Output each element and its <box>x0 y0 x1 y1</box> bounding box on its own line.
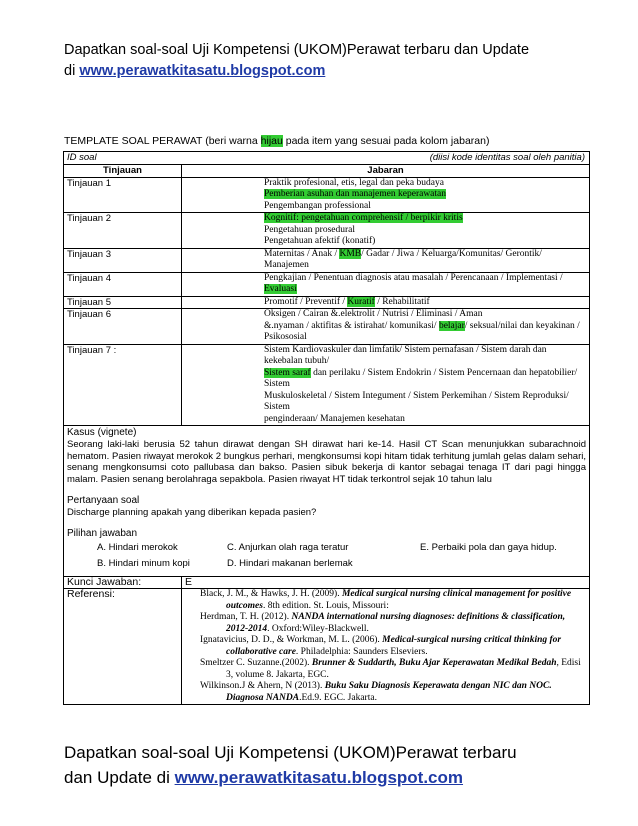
ref-4 <box>200 658 586 681</box>
tinjauan-row-3 <box>64 248 590 272</box>
t2-line-3: Pengetahuan afektif (konatif) <box>264 236 376 246</box>
t6-b: / seksual/nilai dan keyakinan / Psikososial <box>264 320 580 342</box>
tinjauan-row-4 <box>64 272 590 296</box>
ref-2-pub: . Oxford:Wiley-Blackwell. <box>267 623 369 634</box>
ref-5-pub: .Ed.9. EGC. Jakarta. <box>299 692 377 703</box>
question-table <box>63 151 590 705</box>
header-row <box>64 165 590 178</box>
template-prefix: TEMPLATE SOAL PERAWAT <box>64 135 203 147</box>
t5-b: / Rehabilitatif <box>374 296 430 307</box>
header-di: di <box>64 63 80 79</box>
ref-3-title: Medical-surgical nursing critical thinking for collaborative care <box>226 635 562 657</box>
ref-3-pub: . Philadelphia: Saunders Elseviers. <box>295 646 428 657</box>
tinjauan-row-1 <box>64 177 590 213</box>
t3-a: Maternitas / Anak / <box>264 248 340 259</box>
t6-a: &.nyaman / aktifitas & istirahat/ komunikasi/ <box>264 320 439 331</box>
footer <box>64 740 517 790</box>
t2-line-1 <box>264 213 586 225</box>
template-note-highlight: hijau <box>260 135 283 147</box>
referensi-label: Referensi: <box>64 589 182 705</box>
ref-1 <box>200 589 586 612</box>
ref-5-author: Wilkinson.J & Ahern, N (2013). <box>200 681 325 691</box>
footer-line-1: Dapatkan soal-soal Uji Kompetensi (UKOM)Perawat terbaru <box>64 743 517 762</box>
t6-highlight: belajar <box>438 320 465 331</box>
t7-b: dan perilaku / Sistem Endokrin / Sistem Pencernaan dan hepatobilier/ Sistem <box>264 367 578 389</box>
t1-highlight: Pemberian asuhan dan manajemen keperawatan <box>264 189 447 199</box>
id-label: ID soal <box>67 152 97 163</box>
header-link[interactable]: www.perawatkitasatu.blogspot.com <box>79 63 326 79</box>
referensi-list <box>182 589 590 705</box>
choice-e: E. Perbaiki pola dan gaya hidup. <box>420 541 557 553</box>
t6-line-1: Oksigen / Cairan &.elektrolit / Nutrisi / Eliminasi / Aman <box>264 309 483 319</box>
kunci-row <box>64 576 590 589</box>
t2-line-2: Pengetahuan prosedural <box>264 224 356 235</box>
tinjauan-1-label: Tinjauan 1 <box>64 177 182 213</box>
t4-a: Pengkajian / Penentuan diagnosis atau masalah / Perencanaan / Implementasi / <box>264 272 563 283</box>
choices-row-1 <box>67 540 586 556</box>
choice-a: A. Hindari merokok <box>97 541 178 553</box>
footer-prefix: dan Update di <box>64 768 175 787</box>
referensi-row <box>64 589 590 705</box>
t3-b: / Gadar / Jiwa / Keluarga/Komunitas/ Gerontik/ Manajemen <box>264 248 542 270</box>
t7-line-2 <box>264 368 586 391</box>
t1-line-1: Praktik profesional, etis, legal dan peka budaya <box>264 177 444 188</box>
template-title <box>64 135 489 147</box>
kunci-value: E <box>182 576 590 589</box>
id-note: (diisi kode identitas soal oleh panitia) <box>429 152 585 163</box>
t1-line-2 <box>264 189 586 201</box>
tinjauan-row-7 <box>64 344 590 426</box>
kunci-label: Kunci Jawaban: <box>64 576 182 589</box>
tinjauan-6-label: Tinjauan 6 <box>64 309 182 345</box>
t7-line-3: Muskuloskeletal / Sistem Integument / Sistem Perkemihan / Sistem Reproduksi/ Sistem <box>264 390 569 412</box>
t6-line-2 <box>264 321 586 344</box>
tinjauan-5-label: Tinjauan 5 <box>64 296 182 309</box>
tinjauan-row-6 <box>64 309 590 345</box>
kasus-row <box>64 426 590 577</box>
tinjauan-2-label: Tinjauan 2 <box>64 213 182 249</box>
tinjauan-3-label: Tinjauan 3 <box>64 248 182 272</box>
choices-row-2 <box>67 556 586 572</box>
ref-2-title: NANDA international nursing diagnoses: definitions & classification, 2012-2014 <box>226 612 566 634</box>
t1-line-3: Pengembangan professional <box>264 200 371 211</box>
footer-line-2 <box>64 765 517 790</box>
ref-2-author: Herdman, T. H. (2012). <box>200 612 292 622</box>
header-line-1: Dapatkan soal-soal Uji Kompetensi (UKOM)Perawat terbaru dan Update <box>64 42 530 58</box>
tinjauan-4-label: Tinjauan 4 <box>64 272 182 296</box>
kasus-title: Kasus (vignete) <box>67 427 137 438</box>
t3-highlight: KMB <box>339 248 362 259</box>
t4-highlight: Evaluasi <box>264 284 297 294</box>
col-tinjauan: Tinjauan <box>64 165 182 178</box>
kasus-text: Seorang laki-laki berusia 52 tahun dirawat dengan SH dirawat hari ke-14. Hasil CT Scan menunjukkan subarachnoid hematom. Pasien riwayat merokok 2 bungkus perhari, mengkonsumsi kopi hitam tidak terhitung jumlah gelas dalam sehari, senang mengkonsumsi coto pallubasa dan bakso. Pasien sibuk bekerja di kantor sebagai tenaga IT dari pagi hingga malam. Pasien senang berolahraga sepakbola. Pasien riwayat HT tidak terkontrol sejak 10 tahun lalu <box>67 439 586 485</box>
ref-4-author: Smeltzer C. Suzanne.(2002). <box>200 658 312 668</box>
t5-a: Promotif / Preventif / <box>264 296 348 307</box>
t5-highlight: Kuratif <box>347 296 375 307</box>
tinjauan-7-label: Tinjauan 7 : <box>64 344 182 426</box>
template-note-b: pada item yang sesuai pada kolom jabaran) <box>282 135 490 147</box>
tinjauan-row-2 <box>64 213 590 249</box>
ref-3-author: Ignatavicius, D. D., & Workman, M. L. (2006). <box>200 635 383 645</box>
t7-line-1: Sistem Kardiovaskuler dan limfatik/ Sistem pernafasan / Sistem darah dan kekebalan tubuh/ <box>264 344 547 366</box>
template-note-a: (beri warna <box>202 135 261 147</box>
pilihan-title: Pilihan jawaban <box>67 528 138 539</box>
ref-3 <box>200 635 586 658</box>
header <box>64 40 529 82</box>
col-jabaran: Jabaran <box>182 165 590 178</box>
choice-d: D. Hindari makanan berlemak <box>227 557 353 569</box>
header-line-2 <box>64 61 529 82</box>
ref-2 <box>200 612 586 635</box>
tinjauan-row-5 <box>64 296 590 309</box>
ref-1-author: Black, J. M., & Hawks, J. H. (2009). <box>200 589 342 599</box>
footer-link[interactable]: www.perawatkitasatu.blogspot.com <box>174 768 464 787</box>
t7-line-4: penginderaan/ Manajemen kesehatan <box>264 413 405 424</box>
ref-1-pub: . 8th edition. St. Louis, Missouri: <box>262 600 389 611</box>
t7-highlight: Sistem saraf <box>264 367 311 378</box>
ref-5-title: Buku Saku Diagnosis Keperawata dengan NIC dan NOC. Diagnosa NANDA <box>226 681 552 703</box>
ref-4-title: Brunner & Suddarth, Buku Ajar Keperawatan Medikal Bedah <box>311 658 557 668</box>
pertanyaan-title: Pertanyaan soal <box>67 495 140 506</box>
ref-1-title: Medical surgical nursing clinical management for positive outcomes <box>226 589 572 611</box>
ref-5 <box>200 681 586 704</box>
t2-highlight: Kognitif: pengetahuan comprehensif / berpikir kritis <box>264 213 463 223</box>
pertanyaan-text: Discharge planning apakah yang diberikan kepada pasien? <box>67 506 317 518</box>
ref-4-pub: , Edisi 3, volume 8. Jakarta, EGC. <box>226 658 581 680</box>
choice-c: C. Anjurkan olah raga teratur <box>227 541 349 553</box>
id-row <box>64 152 590 165</box>
choice-b: B. Hindari minum kopi <box>97 557 190 569</box>
